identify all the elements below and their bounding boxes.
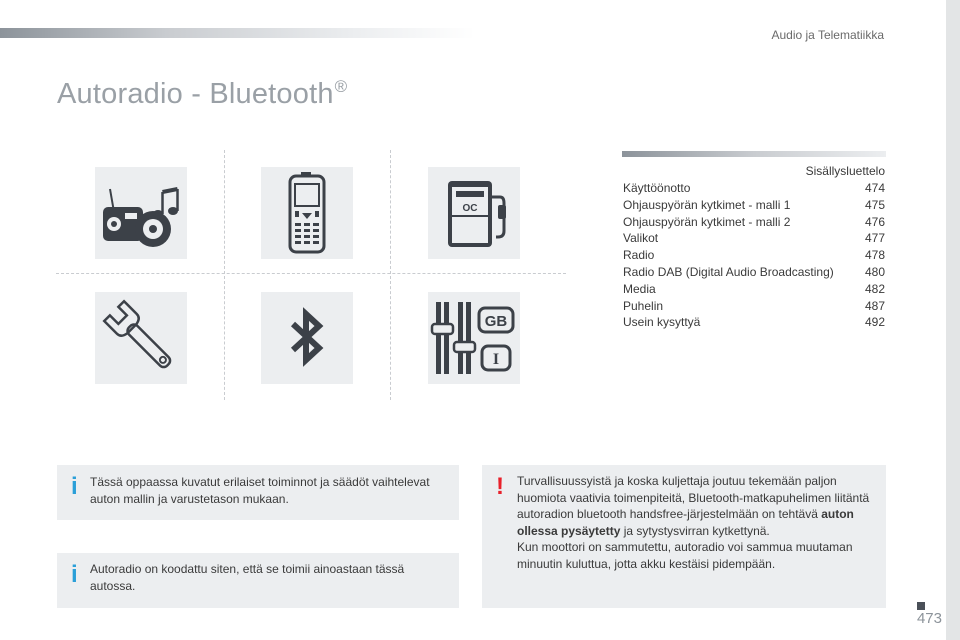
toc-item-page: 477 [864,231,885,246]
header-bar [0,28,475,38]
toc-item-label: Radio [623,248,655,263]
toc-item-label: Media [623,281,656,296]
tile-bluetooth[interactable] [261,292,353,384]
page-edge [946,0,960,640]
wrench-icon [95,292,187,384]
toc-item-label: Ohjauspyörän kytkimet - malli 2 [623,214,791,229]
page-number-text: 473 [916,610,942,627]
tile-maintenance[interactable] [95,292,187,384]
audio-system-icon [95,167,187,259]
toc-item-label: Valikot [623,231,659,246]
section-label: Audio ja Telematiikka [771,28,884,42]
warning-note [482,465,886,608]
info-icon: i [71,561,78,588]
language-label-gb: GB [484,313,508,330]
toc-item[interactable] [623,230,885,247]
toc-item[interactable] [623,298,885,315]
toc-item-label: Käyttöönotto [623,181,691,195]
toc-item-label: Radio DAB (Digital Audio Broadcasting) [623,264,834,279]
page-marker [917,602,925,610]
grid-divider [56,273,566,274]
mobile-phone-icon [261,167,353,259]
tile-settings[interactable] [428,292,520,384]
tile-phone[interactable] [261,167,353,259]
toc-item[interactable] [623,197,885,214]
grid-divider [390,150,391,400]
language-label-i: I [492,351,500,368]
warning-text-emphasis: auton ollessa pysäytetty [517,507,854,538]
tile-audio[interactable] [95,167,187,259]
toc-item[interactable] [623,281,885,298]
settings-language-icon [428,292,520,384]
fuel-pump-icon [428,167,520,259]
toc-item-page: 476 [864,214,885,229]
warning-note-text [517,473,875,572]
page-title [57,77,347,111]
toc-item-page: 492 [864,315,885,330]
registered-mark: ® [334,77,348,97]
warning-icon: ! [496,473,504,500]
toc-item-page: 475 [864,197,885,212]
toc-item-label: Usein kysyttyä [623,315,701,330]
fuel-display-label: OC [462,203,478,214]
info-icon: i [71,473,78,500]
warning-text-part: ja sytystysvirran kytkettynä. [620,523,770,538]
info-note [57,553,459,608]
info-note-text: Autoradio on koodattu siten, että se toimii ainoastaan tässä autossa. [90,562,405,593]
grid-divider [224,150,225,400]
toc-item-page: 487 [864,298,885,313]
toc-item[interactable] [623,247,885,264]
toc-item[interactable] [623,264,885,281]
toc-item-label: Puhelin [623,298,664,313]
warning-text-part: Turvallisuussyistä ja koska kuljettaja joutuu tekemään paljon huomiota vaativia toimenpiteitä, Bluetooth-matkapuhelimen liitäntä autoradion bluetooth handsfree-järjestelmään on tehtävä [517,474,870,521]
toc-heading: Sisällysluettelo [805,164,885,178]
toc-item-page: 482 [864,281,885,296]
toc-item-page: 478 [864,248,885,263]
toc-item-page: 474 [864,181,885,195]
warning-text-part: Kun moottori on sammutettu, autoradio voi sammua muutaman minuutin kuluttua, jotta akku kestäisi pidempään. [517,540,853,571]
toc-item-page: 480 [864,264,885,279]
bluetooth-icon [261,292,353,384]
page-title-text: Autoradio - Bluetooth [57,78,334,111]
table-of-contents [623,180,885,331]
info-note [57,465,459,520]
toc-item[interactable] [623,214,885,231]
toc-item[interactable] [623,314,885,331]
toc-bar [622,151,886,157]
toc-item-label: Ohjauspyörän kytkimet - malli 1 [623,197,791,212]
toc-item[interactable] [623,180,885,197]
page-number [917,610,942,627]
info-note-text: Tässä oppaassa kuvatut erilaiset toiminnot ja säädöt vaihtelevat auton mallin ja varustetason mukaan. [90,475,430,506]
tile-fuel[interactable] [428,167,520,259]
